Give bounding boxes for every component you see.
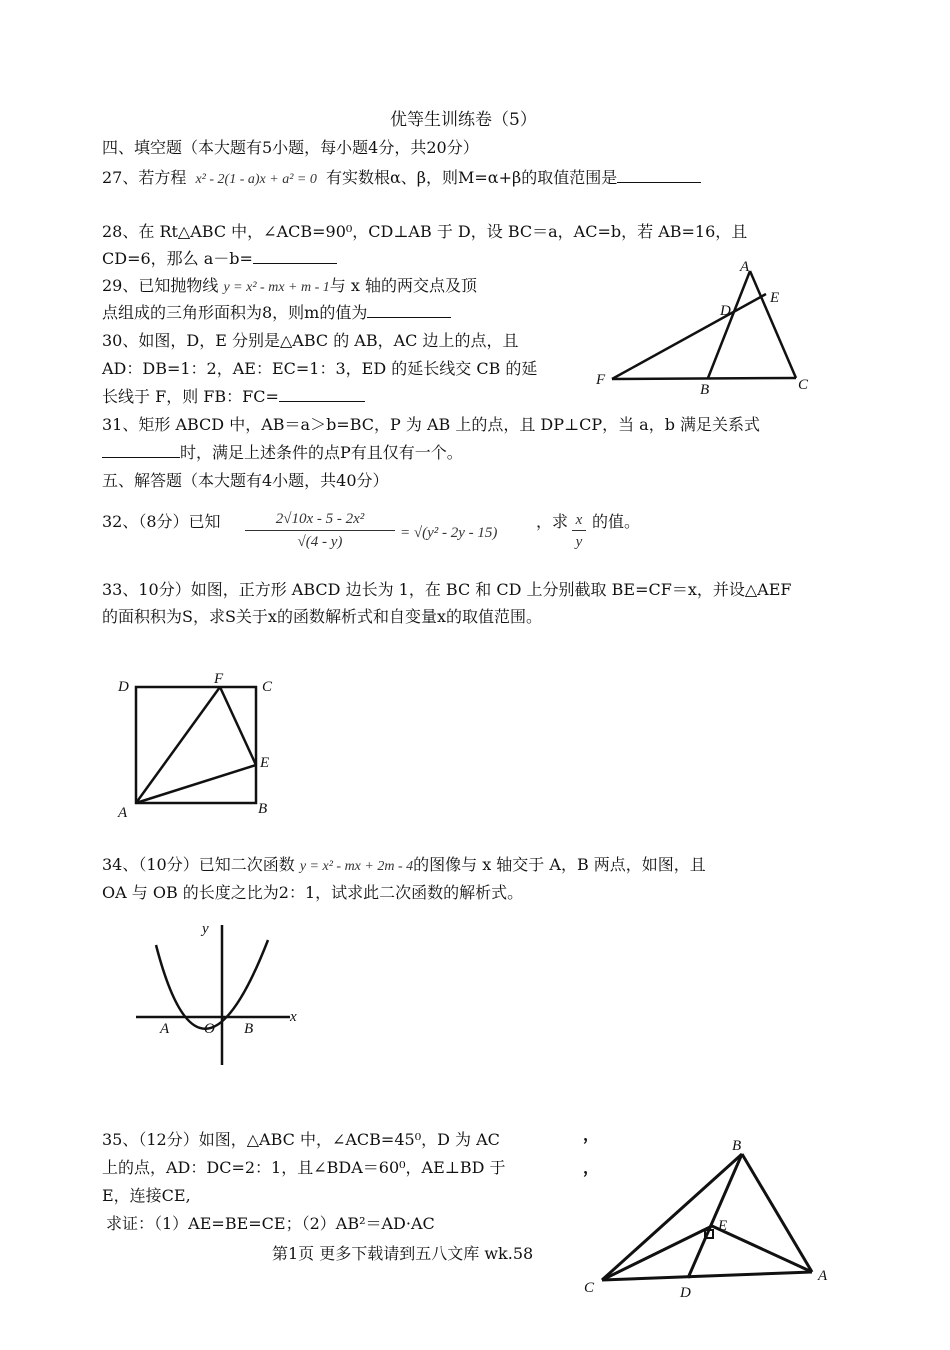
- question-35-line3: E，连接CE,: [102, 1186, 191, 1205]
- q30-answer-blank: [279, 387, 365, 402]
- label-x: x: [290, 1009, 297, 1025]
- question-34-line2: OA 与 OB 的长度之比为2：1，试求此二次函数的解析式。: [102, 883, 524, 902]
- line-ca: [602, 1272, 812, 1280]
- label-y: y: [202, 921, 209, 937]
- label-a: A: [818, 1268, 828, 1284]
- label-d: D: [680, 1285, 691, 1301]
- q32-numerator: 2√10x - 5 - 2x²: [245, 508, 395, 531]
- q34-text-b: 的图像与 x 轴交于 A，B 两点，如图，且: [413, 855, 706, 874]
- q28-text: CD=6，那么 a－b=: [102, 249, 253, 268]
- line-ab: [708, 271, 750, 378]
- q32-x: x: [572, 510, 586, 531]
- question-33-line1: 33、10分）如图，正方形 ABCD 边长为 1，在 BC 和 CD 上分别截取 BE=CF＝x，并设△AEF: [102, 580, 792, 599]
- page-title: 优等生训练卷（5）: [390, 110, 537, 130]
- label-f: F: [596, 372, 606, 388]
- figure-triangle-abc: [580, 1132, 850, 1301]
- label-e: E: [718, 1218, 728, 1234]
- label-e: E: [770, 290, 780, 306]
- q31-answer-blank: [102, 443, 180, 458]
- question-32-text-a: 32、（8分）已知: [102, 512, 221, 531]
- label-c: C: [584, 1280, 595, 1296]
- label-b: B: [732, 1138, 742, 1154]
- q29-text-a: 29、已知抛物线: [102, 276, 219, 295]
- question-28-line2: [102, 249, 337, 269]
- question-30-line2: AD：DB=1：2，AE：EC=1：3，ED 的延长线交 CB 的延: [102, 359, 538, 378]
- question-31-line2: [102, 443, 463, 463]
- page-footer: 第1页 更多下载请到五八文库 wk.58: [272, 1244, 534, 1263]
- q34-equation: y = x² - mx + 2m - 4: [299, 859, 414, 874]
- q32-y: y: [575, 534, 583, 550]
- label-o: O: [204, 1021, 215, 1037]
- figure-parabola: [130, 915, 310, 1070]
- line-ce: [602, 1226, 712, 1280]
- q32-text-c: 的值。: [592, 512, 641, 531]
- q27-text-a: 27、若方程: [102, 168, 187, 187]
- question-34-line1: [102, 855, 706, 877]
- figure-square-abcd: [110, 665, 290, 825]
- parabola-curve: [156, 940, 268, 1029]
- q27-text-b: 有实数根α、β，则M=α+β的取值范围是: [325, 168, 618, 187]
- stray-mark-1: ，: [583, 1125, 600, 1144]
- label-c: C: [262, 679, 273, 695]
- label-a: A: [740, 259, 750, 275]
- label-a: A: [118, 805, 128, 821]
- q28-answer-blank: [253, 249, 337, 264]
- line-fe: [220, 687, 256, 765]
- section-4-heading: 四、填空题（本大题有5小题，每小题4分，共20分）: [102, 138, 479, 157]
- label-a: A: [160, 1021, 170, 1037]
- q30-text: 长线于 F，则 FB：FC=: [102, 387, 279, 406]
- line-ac: [750, 271, 796, 378]
- label-f: F: [214, 671, 224, 687]
- label-d: D: [720, 303, 731, 319]
- stray-mark-2: ，: [583, 1158, 600, 1177]
- label-e: E: [260, 755, 270, 771]
- q27-answer-blank: [617, 168, 701, 183]
- figure-triangle-afc: [590, 259, 820, 398]
- line-cb: [602, 1154, 742, 1280]
- q32-text-b: ，求: [536, 512, 569, 531]
- q29-text-c: 点组成的三角形面积为8，则m的值为: [102, 303, 368, 322]
- label-b: B: [258, 801, 268, 817]
- q32-right-side: = √(y² - 2y - 15): [400, 525, 498, 541]
- question-33-line2: 的面积积为S，求S关于x的函数解析式和自变量x的取值范围。: [102, 607, 542, 626]
- question-27: [102, 168, 701, 190]
- q32-xy-fraction: [572, 510, 586, 553]
- q29-answer-blank: [367, 303, 451, 318]
- q29-equation: y = x² - mx + m - 1: [223, 280, 330, 295]
- line-fc: [612, 378, 796, 379]
- square: [136, 687, 256, 803]
- question-30-line3: [102, 387, 365, 407]
- q31-text: 时，满足上述条件的点P有且仅有一个。: [180, 443, 463, 462]
- line-bd: [688, 1154, 742, 1278]
- question-31-line1: 31、矩形 ABCD 中，AB＝a＞b=BC，P 为 AB 上的点，且 DP⊥CP，当 a，b 满足关系式: [102, 415, 761, 434]
- question-35-line1: 35、（12分）如图，△ABC 中，∠ACB=45⁰，D 为 AC: [102, 1130, 500, 1149]
- label-d: D: [118, 679, 129, 695]
- q34-text-a: 34、（10分）已知二次函数: [102, 855, 295, 874]
- question-29-line2: [102, 303, 451, 323]
- q27-equation: x² - 2(1 - a)x + a² = 0: [195, 172, 317, 187]
- line-fe: [612, 294, 766, 379]
- q29-text-b: 与 x 轴的两交点及顶: [329, 276, 477, 295]
- q32-denominator: √(4 - y): [297, 534, 343, 550]
- question-35-line4: 求证：（1）AE=BE=CE；（2）AB²＝AD·AC: [106, 1214, 435, 1233]
- q32-fraction: [245, 508, 395, 553]
- question-35-line2: 上的点，AD：DC=2：1，且∠BDA＝60⁰，AE⊥BD 于: [102, 1158, 506, 1177]
- line-af: [136, 687, 220, 803]
- label-c: C: [798, 377, 809, 393]
- question-30-line1: 30、如图，D，E 分别是△ABC 的 AB，AC 边上的点，且: [102, 331, 519, 350]
- question-28-line1: 28、在 Rt△ABC 中，∠ACB=90⁰，CD⊥AB 于 D，设 BC＝a，AC=b，若 AB=16，且: [102, 222, 748, 241]
- line-ae: [136, 765, 256, 803]
- label-b: B: [700, 382, 710, 398]
- section-5-heading: 五、解答题（本大题有4小题，共40分）: [102, 471, 389, 490]
- label-b: B: [244, 1021, 254, 1037]
- question-29-line1: [102, 276, 477, 298]
